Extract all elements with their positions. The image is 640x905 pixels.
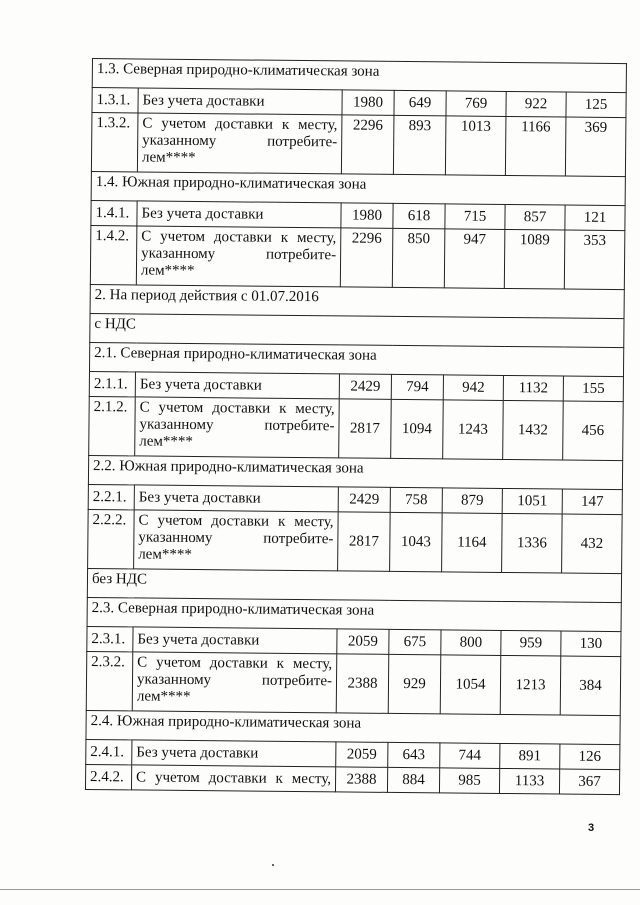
price-cell: 1243	[443, 400, 504, 460]
description-line: С учетом доставки к месту,	[142, 115, 338, 134]
price-cell: 893	[393, 115, 446, 174]
section-heading: 2.3. Северная природно-климатическая зона	[87, 597, 621, 631]
price-cell: 2059	[336, 742, 388, 767]
item-description	[135, 397, 340, 458]
price-cell: 1094	[391, 399, 444, 458]
price-table	[85, 58, 627, 795]
item-description: Без учета доставки	[132, 740, 336, 767]
description-line: С учетом доставки к месту,	[141, 228, 337, 247]
description-line: лем****	[136, 688, 191, 705]
price-cell: 353	[564, 230, 625, 290]
item-description: Без учета доставки	[133, 627, 337, 654]
item-number: 2.3.2.	[86, 651, 133, 710]
item-description	[134, 510, 339, 571]
description-line: указанному потребите-	[142, 132, 338, 151]
price-cell: 794	[391, 374, 443, 399]
price-cell: 947	[444, 229, 505, 289]
price-cell: 769	[446, 91, 506, 117]
table-row	[91, 113, 626, 177]
price-cell: 1166	[505, 116, 566, 176]
price-cell: 456	[563, 401, 624, 461]
price-cell: 1132	[503, 375, 563, 401]
price-cell: 1213	[500, 655, 561, 715]
price-cell: 2817	[339, 399, 392, 458]
scan-edge-line	[0, 889, 640, 890]
item-number: 2.2.1.	[88, 484, 134, 509]
price-cell: 744	[440, 743, 500, 769]
page-number: 3	[588, 822, 595, 834]
table-row	[86, 651, 621, 715]
description-line: лем****	[140, 262, 195, 279]
price-cell: 1054	[440, 655, 501, 715]
price-cell: 121	[565, 205, 625, 231]
section-heading: 2. На период действия с 01.07.2016	[90, 284, 624, 318]
price-cell: 130	[561, 631, 621, 657]
description-line: лем****	[138, 546, 192, 563]
price-cell: 1013	[445, 116, 506, 176]
item-number: 2.1.1.	[89, 371, 135, 396]
item-description: Без учета доставки	[138, 88, 342, 115]
price-cell: 649	[394, 90, 446, 115]
description-line: указанному потребите-	[141, 245, 337, 264]
price-cell: 2296	[340, 228, 393, 287]
price-cell: 675	[389, 629, 441, 654]
section-heading: без НДС	[87, 568, 621, 602]
item-description	[137, 113, 342, 174]
price-cell: 959	[501, 630, 561, 656]
price-cell: 1043	[390, 512, 443, 571]
price-cell: 2388	[336, 654, 389, 713]
item-number: 2.4.2.	[85, 764, 131, 789]
description-line: С учетом доставки к месту,	[138, 512, 334, 531]
price-cell: 618	[393, 203, 445, 228]
price-cell: 715	[445, 204, 505, 230]
item-description: Без учета доставки	[135, 372, 339, 399]
price-cell: 155	[563, 376, 623, 402]
description-line: С учетом доставки к месту,	[137, 654, 333, 673]
price-cell: 2429	[338, 487, 390, 512]
item-description: Без учета доставки	[134, 485, 338, 512]
section-heading: 2.1. Северная природно-климатическая зона	[89, 342, 623, 376]
price-cell: 942	[443, 375, 503, 401]
price-cell: 432	[562, 514, 623, 574]
price-cell: 1089	[504, 229, 565, 289]
section-heading: 2.2. Южная природно-климатическая зона	[88, 455, 622, 489]
price-cell: 1432	[503, 400, 564, 460]
item-number: 1.3.1.	[92, 88, 138, 113]
price-cell: 2388	[335, 767, 387, 792]
price-cell: 369	[565, 117, 626, 177]
price-cell: 125	[566, 92, 626, 118]
table-row	[88, 509, 623, 573]
item-number: 1.4.1.	[91, 200, 137, 225]
price-cell: 929	[388, 654, 441, 713]
description-line: лем****	[141, 149, 196, 166]
price-cell: 367	[559, 769, 619, 795]
table-row	[85, 764, 619, 794]
price-cell: 850	[392, 228, 445, 287]
price-cell: 1336	[502, 513, 563, 573]
price-cell: 1133	[499, 768, 559, 794]
section-heading: с НДС	[90, 313, 624, 347]
description-line: лем****	[139, 433, 194, 450]
price-cell: 147	[562, 489, 622, 515]
price-table-wrapper	[85, 58, 626, 795]
item-description	[132, 652, 337, 713]
section-heading: 2.4. Южная природно-климатическая зона	[86, 710, 620, 744]
price-cell: 891	[500, 743, 560, 769]
price-cell: 879	[442, 488, 502, 514]
section-heading: 1.4. Южная природно-климатическая зона	[91, 171, 625, 205]
price-cell: 2296	[341, 115, 394, 174]
price-table-body	[85, 59, 626, 795]
price-cell: 1980	[342, 90, 394, 115]
item-description: Без учета доставки	[137, 201, 341, 228]
price-cell: 2429	[339, 374, 391, 399]
price-cell: 758	[390, 487, 442, 512]
item-number: 1.3.2.	[91, 113, 138, 172]
price-cell: 922	[506, 91, 566, 117]
item-description	[131, 765, 335, 792]
item-number: 2.4.1.	[86, 739, 132, 764]
price-cell: 857	[505, 204, 565, 230]
price-cell: 985	[439, 768, 499, 794]
price-cell: 800	[441, 630, 501, 656]
description-line: указанному потребите-	[138, 529, 334, 548]
price-cell: 126	[560, 744, 620, 770]
price-cell: 1051	[502, 488, 562, 514]
item-description	[136, 226, 341, 287]
section-heading: 1.3. Северная природно-климатическая зона	[92, 59, 626, 93]
table-row	[89, 396, 624, 460]
description-line: С учетом доставки к месту,	[139, 399, 335, 418]
price-cell: 1980	[341, 203, 393, 228]
price-cell: 1164	[442, 513, 503, 573]
item-number: 2.2.2.	[88, 509, 135, 568]
price-cell: 2059	[337, 629, 389, 654]
table-row	[90, 225, 625, 289]
description-line: указанному потребите-	[136, 671, 333, 690]
price-cell: 2817	[338, 512, 391, 571]
price-cell: 384	[560, 656, 621, 716]
description-line: С учетом доставки к месту,	[136, 768, 332, 787]
price-cell: 643	[388, 742, 440, 767]
item-number: 2.1.2.	[89, 396, 136, 455]
item-number: 1.4.2.	[90, 225, 137, 284]
scan-speck	[272, 864, 274, 866]
price-cell: 884	[387, 767, 439, 792]
description-line: указанному потребите-	[139, 416, 335, 435]
item-number: 2.3.1.	[87, 626, 133, 651]
